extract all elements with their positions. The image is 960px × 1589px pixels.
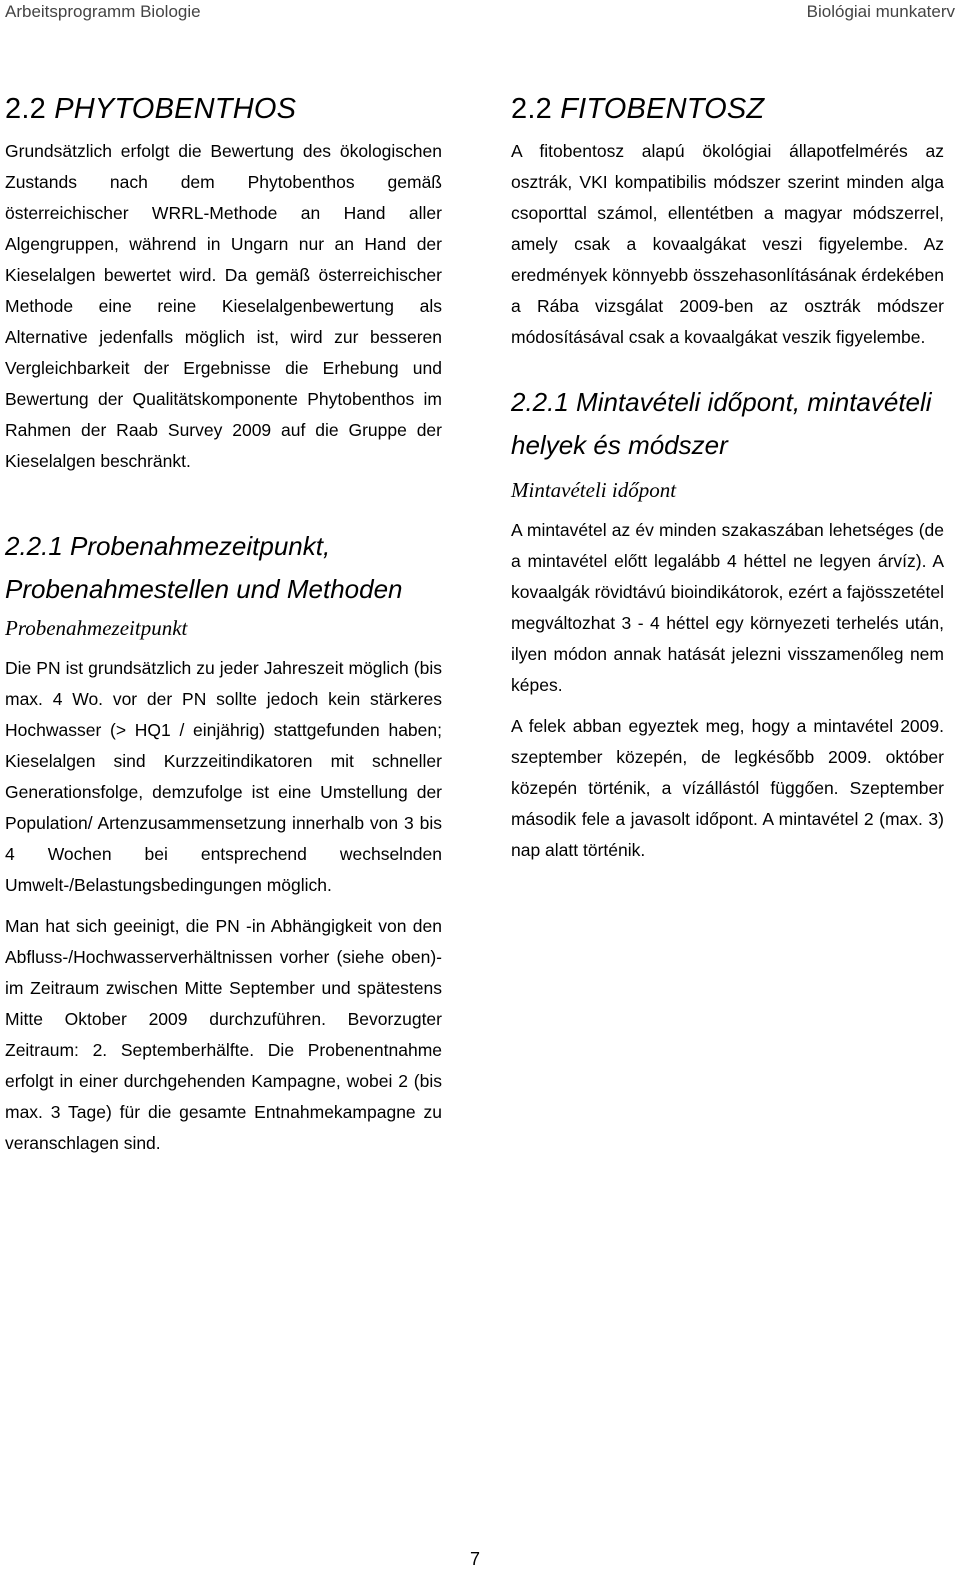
section-title-hu: FITOBENTOSZ bbox=[560, 93, 765, 125]
subsection-heading-de: 2.2.1 Probenahmezeitpunkt, Probenahmestellen und Methoden bbox=[5, 531, 403, 604]
sampling-time-paragraph-de: Die PN ist grundsätzlich zu jeder Jahreszeit möglich (bis max. 4 Wo. vor der PN sollte jedoch kein stärkeres Hochwasser (> HQ1 / einjährig) stattgefunden haben; Kieselalgen sind Kurzzeitindikatoren mit schneller Generationsfolge, demzufolge ist eine Umstellung der Population/ Artenzusammensetzung innerhalb von 3 bis 4 Wochen bei entsprechend wechselnden Umwelt-/Belastungsbedingungen möglich. bbox=[5, 658, 442, 895]
subheading-de: Probenahmezeitpunkt bbox=[5, 616, 188, 640]
subsection-heading-hu: 2.2.1 Mintavételi időpont, mintavételi helyek és módszer bbox=[511, 387, 932, 460]
page-header bbox=[0, 0, 960, 28]
agreement-paragraph-hu: A felek abban egyeztek meg, hogy a mintavétel 2009. szeptember közepén, de legkésőbb 2009. október közepén történik, a vízállástól függően. Szeptember második fele a javasolt időpont. A mintavétel 2 (max. 3) nap alatt történik. bbox=[511, 716, 944, 860]
section-heading-de bbox=[5, 88, 442, 130]
sampling-time-paragraph-hu: A mintavétel az év minden szakaszában lehetséges (de a mintavétel előtt legalább 4 héttel ne legyen árvíz). A kovaalgák rövidtávú bioindikátorok, ezért a fajösszetétel megváltozhat 3 - 4 héttel egy környezeti terhelés után, ilyen módon annak hatását jelezni visszamenőleg nem képes. bbox=[511, 520, 944, 695]
section-number-de: 2.2 bbox=[5, 93, 46, 125]
section-heading-hu bbox=[511, 88, 944, 130]
section-number-hu: 2.2 bbox=[511, 93, 552, 125]
intro-paragraph-de: Grundsätzlich erfolgt die Bewertung des ökologischen Zustands nach dem Phytobenthos gemäß österreichischer WRRL-Methode an Hand aller Algengruppen, während in Ungarn nur an Hand der Kieselalgen bewertet wird. Da gemäß österreichischer Methode eine reine Kieselalgenbewertung als Alternative jedenfalls möglich ist, wird zur besseren Vergleichbarkeit der Ergebnisse die Erhebung und Bewertung der Qualitätskomponente Phytobenthos im Rahmen der Raab Survey 2009 auf die Gruppe der Kieselalgen beschränkt. bbox=[5, 141, 442, 471]
agreement-paragraph-de: Man hat sich geeinigt, die PN -in Abhängigkeit von den Abfluss-/Hochwasserverhältnissen vorher (siehe oben)- im Zeitraum zwischen Mitte September und spätestens Mitte Oktober 2009 durchzuführen. Bevorzugter Zeitraum: 2. Septemberhälfte. Die Probenentnahme erfolgt in einer durchgehenden Kampagne, wobei 2 (bis max. 3 Tage) für die gesamte Entnahmekampagne zu veranschlagen sind. bbox=[5, 916, 442, 1153]
page-number: 7 bbox=[469, 1549, 480, 1569]
hungarian-column bbox=[511, 88, 944, 866]
intro-paragraph-hu: A fitobentosz alapú ökológiai állapotfelmérés az osztrák, VKI kompatibilis módszer szerint minden alga csoporttal számol, ellentétben a magyar módszerrel, amely csak a kovaalgákat veszi figyelembe. Az eredmények könnyebb összehasonlításának érdekében a Rába vizsgálat 2009-ben az osztrák módszer módosításával csak a kovaalgákat veszik figyelembe. bbox=[511, 141, 944, 347]
section-title-de: PHYTOBENTHOS bbox=[54, 93, 297, 125]
header-left-title: Arbeitsprogramm Biologie bbox=[5, 2, 201, 21]
header-right-title: Biológiai munkaterv bbox=[806, 2, 955, 21]
subheading-hu: Mintavételi időpont bbox=[511, 478, 677, 502]
german-column bbox=[5, 88, 442, 1159]
